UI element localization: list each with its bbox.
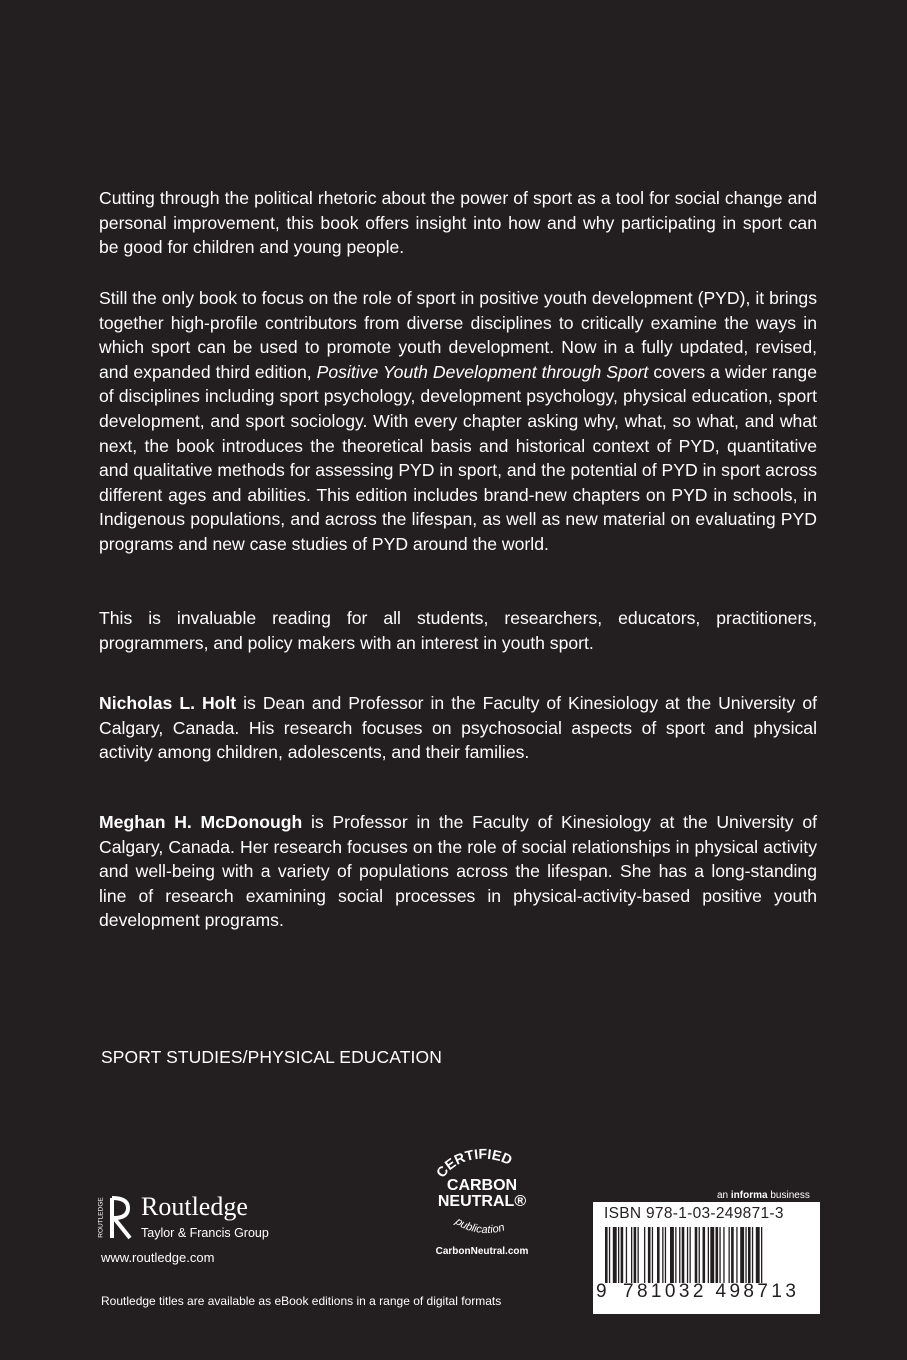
barcode-bar: [703, 1227, 706, 1283]
barcode-bar: [657, 1227, 660, 1283]
ebook-note: Routledge titles are available as eBook editions in a range of digital formats: [101, 1294, 502, 1308]
barcode-bar: [670, 1227, 674, 1283]
barcode-bar: [648, 1227, 651, 1283]
author-bio-text: is Dean and Professor in the Faculty of Kinesiology at the University of Calgary, Canada. His research focuses on psychosocial aspects of sport and physical activity among children, adolescents, and their families.: [99, 693, 817, 763]
routledge-group: Taylor & Francis Group: [141, 1226, 269, 1240]
blurb-paragraph-3: [99, 606, 817, 655]
barcode-bar: [723, 1227, 724, 1283]
author-name: Nicholas L. Holt: [99, 693, 237, 713]
blurb-text-3: This is invaluable reading for all students, researchers, educators, practitioners, programmers, and policy makers with an interest in youth sport.: [99, 608, 817, 653]
blurb-paragraph-2: [99, 286, 817, 557]
author-name: Meghan H. McDonough: [99, 812, 303, 832]
certified-text: CERTIFIED: [432, 1148, 515, 1181]
blurb-text-2a: Still the only book to focus on the role of sport in positive youth development (PYD), it brings together high-profile contributors from diverse disciplines to critically examine the ways in which sport can be used to promote youth development. Now in a fully updated, revised, and expanded third edition,: [99, 288, 817, 382]
neutral-text: NEUTRAL®: [437, 1193, 527, 1210]
barcode-bar: [605, 1227, 608, 1283]
routledge-name: Routledge: [141, 1192, 248, 1221]
blurb-paragraph-1: [99, 186, 817, 260]
barcode-bar: [745, 1227, 746, 1283]
barcode-bar: [679, 1227, 680, 1283]
subject-category: SPORT STUDIES/PHYSICAL EDUCATION: [101, 1047, 442, 1067]
barcode-bar: [719, 1227, 720, 1283]
barcode-bar: [756, 1227, 760, 1283]
blurb-text-1: Cutting through the political rhetoric about the power of sport as a tool for social change and personal improvement, this book offers insight into how and why participating in sport can be good for children and young people.: [99, 188, 817, 258]
barcode-bar: [634, 1227, 637, 1283]
barcode-bar: [716, 1227, 719, 1283]
barcode-bar: [644, 1227, 645, 1283]
svg-text:publication: [452, 1215, 506, 1236]
isbn-barcode-box: [593, 1202, 820, 1314]
carbon-neutral-logo: [418, 1148, 548, 1268]
barcode-bar: [740, 1227, 744, 1283]
blurb-text-2b: covers a wider range of disciplines including sport psychology, development psychology, physical education, sport development, and sport sociology. With every chapter asking why, what, so what, and what next, the book introduces the theoretical basis and historical context of PYD, quantitative and qualitative methods for assessing PYD in sport, and the potential of PYD in sport across different ages and abilities. This edition includes brand-new chapters on PYD in schools, in Indigenous populations, and across the lifespan, as well as new material on evaluating PYD programs and new case studies of PYD around the world.: [99, 361, 817, 554]
informa-business: an informa business: [717, 1190, 810, 1201]
barcode-bar: [682, 1227, 685, 1283]
barcode-bar: [708, 1227, 709, 1283]
isbn-label: ISBN 978-1-03-249871-3: [604, 1205, 784, 1222]
barcode-bar: [665, 1227, 666, 1283]
barcode-bar: [699, 1227, 700, 1283]
author-bio-text: is Professor in the Faculty of Kinesiology at the University of Calgary, Canada. Her research focuses on the role of social relationships in physical activity and well-being with a variety of populations across the lifespan. She has a long-standing line of research examining social processes in physical-activity-based positive youth development programs.: [99, 812, 818, 931]
ean-digits: 781032 498713: [623, 1281, 800, 1302]
routledge-r-mark-icon: [108, 1194, 134, 1242]
routledge-vertical-text: ROUTLEDGE: [97, 1197, 105, 1238]
routledge-logo: [99, 1194, 289, 1244]
ean-first-digit: 9: [596, 1281, 609, 1302]
barcode-bar: [631, 1227, 632, 1283]
svg-text:CERTIFIED: [433, 1148, 515, 1180]
author-bio-holt: [99, 691, 817, 765]
carbon-neutral-site: CarbonNeutral.com: [435, 1246, 529, 1257]
publisher-url: www.routledge.com: [101, 1250, 215, 1265]
barcode-bar: [729, 1227, 730, 1283]
barcode-bar: [638, 1227, 639, 1283]
barcode-bar: [652, 1227, 653, 1283]
barcode-bar: [687, 1227, 688, 1283]
publication-text: publication: [453, 1215, 506, 1237]
barcode-bar: [731, 1227, 734, 1283]
carbon-text: CARBON: [446, 1177, 518, 1194]
barcode-bar: [626, 1227, 627, 1283]
barcode-bar: [710, 1227, 714, 1283]
barcode-bar: [662, 1227, 663, 1283]
author-bio-mcdonough: [99, 810, 817, 933]
barcode-bar: [752, 1227, 753, 1283]
barcode-bar: [761, 1227, 762, 1283]
barcode-bar: [736, 1227, 737, 1283]
barcode-bar: [613, 1227, 617, 1283]
barcode-bar: [748, 1227, 751, 1283]
barcode-bar: [618, 1227, 619, 1283]
barcode-icon: [605, 1227, 809, 1283]
barcode-bar: [695, 1227, 698, 1283]
barcode-bar: [621, 1227, 624, 1283]
book-title-italic: Positive Youth Development through Sport: [316, 361, 649, 382]
barcode-bar: [690, 1227, 691, 1283]
barcode-bar: [609, 1227, 610, 1283]
barcode-bar: [675, 1227, 676, 1283]
